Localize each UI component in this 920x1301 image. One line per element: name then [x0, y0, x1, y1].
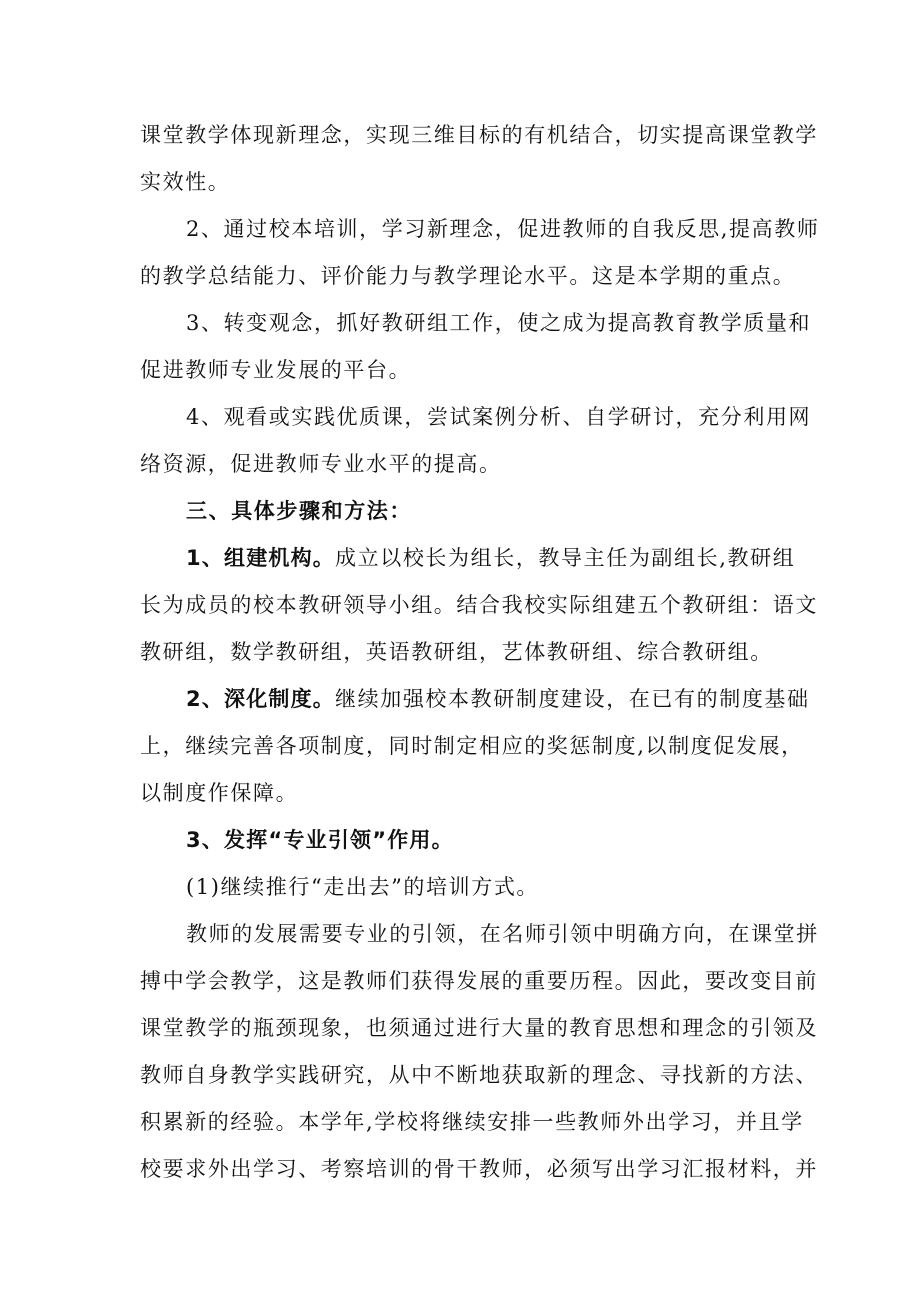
step-1-first-line: [186, 543, 796, 573]
paragraph-line: 络资源，促进教师专业水平的提高。: [140, 452, 502, 476]
paragraph-line: 长为成员的校本教研领导小组。结合我校实际组建五个教研组：语文: [140, 593, 818, 617]
paragraph-line: 4、观看或实践优质课，尝试案例分析、自学研讨，充分利用网: [186, 405, 812, 429]
paragraph-line: 上，继续完善各项制度，同时制定相应的奖惩制度,以制度促发展，: [140, 734, 804, 758]
paragraph-line: 以制度作保障。: [140, 781, 299, 805]
step-1-text: 成立以校长为组长，教导主任为副组长,教研组: [335, 546, 796, 570]
step-2-text: 继续加强校本教研制度建设，在已有的制度基础: [335, 687, 810, 711]
paragraph-line: 课堂教学的瓶颈现象，也须通过进行大量的教育思想和理念的引领及: [140, 1016, 818, 1040]
paragraph-line: 校要求外出学习、考察培训的骨干教师，必须写出学习汇报材料，并: [140, 1157, 818, 1181]
paragraph-line: 3、转变观念，抓好教研组工作，使之成为提高教育教学质量和: [186, 311, 812, 335]
paragraph-line: 促进教师专业发展的平台。: [140, 358, 412, 382]
step-3-heading-line: [186, 825, 790, 855]
step-2-first-line: [186, 684, 810, 714]
paragraph-line: 搏中学会教学，这是教师们获得发展的重要历程。因此，要改变目前: [140, 969, 818, 993]
paragraph-line: 2、通过校本培训，学习新理念，促进教师的自我反思,提高教师: [186, 217, 820, 241]
sub-heading: (1)继续推行“走出去”的培训方式。: [186, 875, 540, 899]
step-3-heading: 3、发挥“专业引领”作用。: [186, 828, 454, 852]
paragraph-line: 积累新的经验。本学年,学校将继续安排一些教师外出学习，并且学: [140, 1110, 804, 1134]
paragraph-line: 教师自身教学实践研究，从中不断地获取新的理念、寻找新的方法、: [140, 1063, 818, 1087]
step-2-heading: 2、深化制度。: [186, 687, 336, 711]
section-heading: 三、具体步骤和方法：: [186, 498, 412, 523]
paragraph-line: 教研组，数学教研组，英语教研组，艺体教研组、综合教研组。: [140, 640, 773, 664]
paragraph-line: 教师的发展需要专业的引领，在名师引领中明确方向，在课堂拼: [186, 922, 819, 946]
paragraph-line: 课堂教学体现新理念，实现三维目标的有机结合，切实提高课堂教学: [140, 123, 818, 147]
step-1-heading: 1、组建机构。: [186, 546, 336, 570]
paragraph-line: 的教学总结能力、评价能力与教学理论水平。这是本学期的重点。: [140, 264, 796, 288]
paragraph-line: 实效性。: [140, 170, 231, 194]
